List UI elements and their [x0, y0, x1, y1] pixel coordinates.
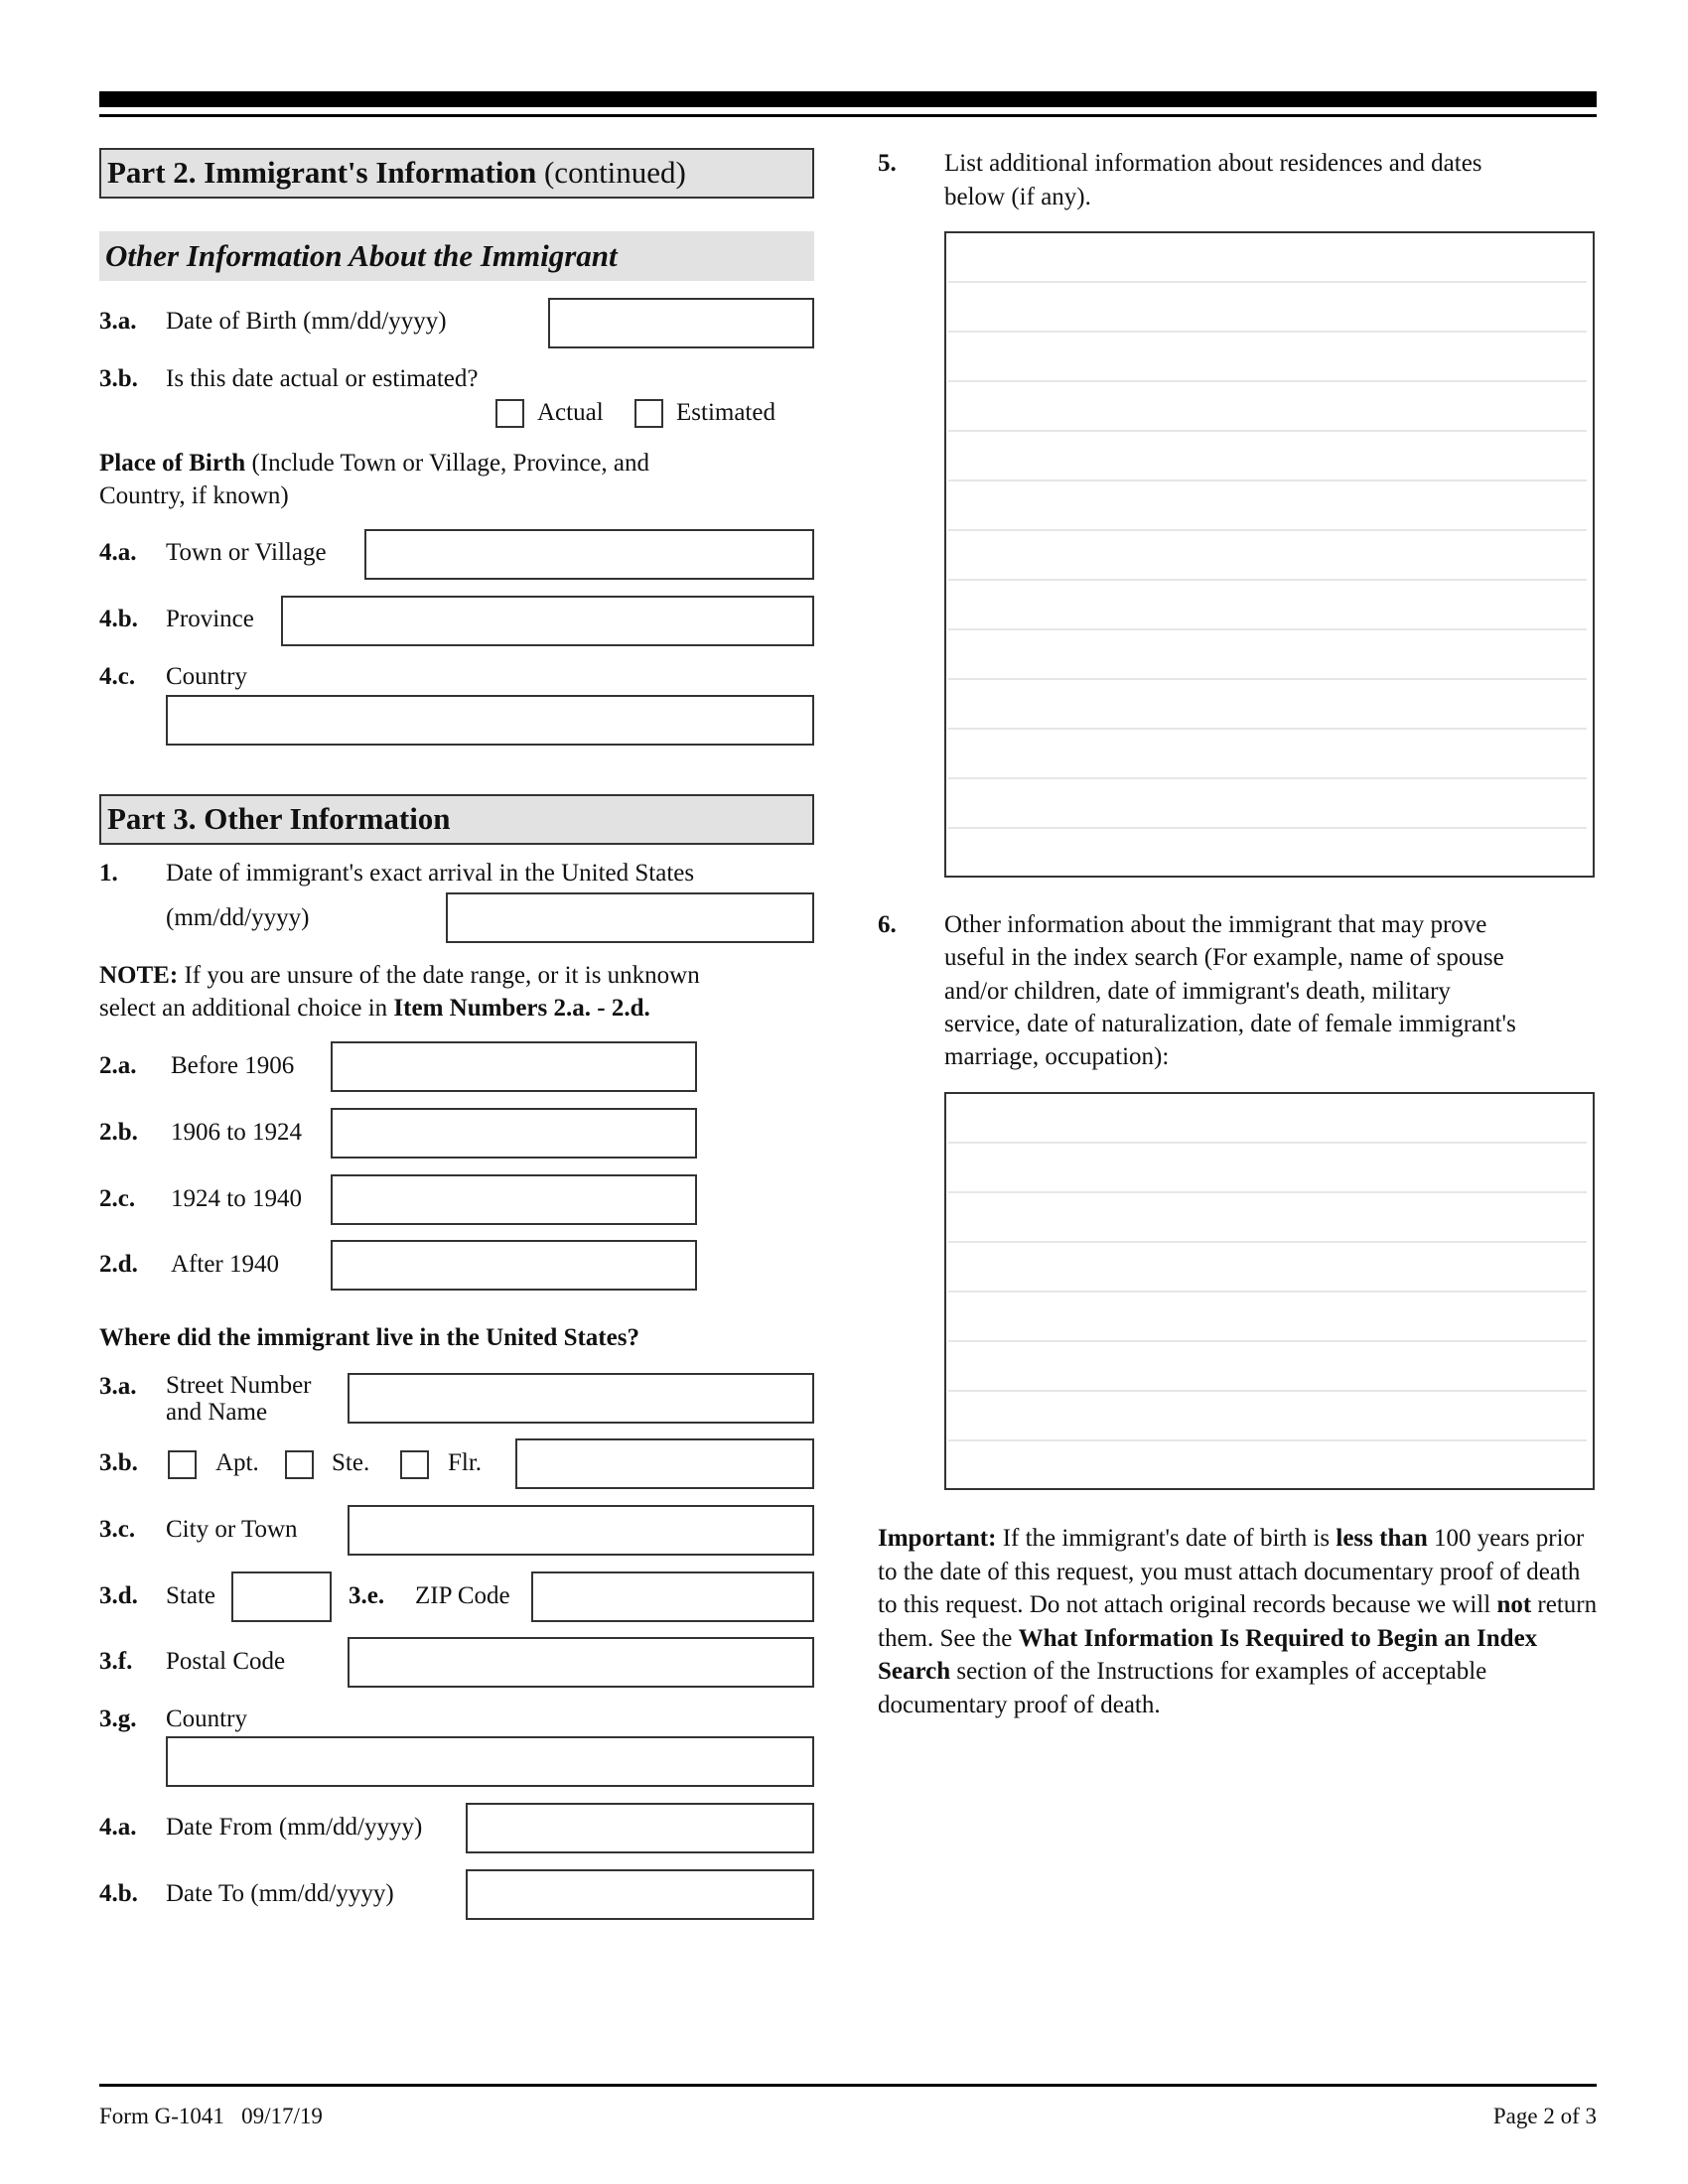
province-label: Province — [166, 606, 254, 632]
1906-to-1924-input[interactable] — [331, 1108, 697, 1159]
state-input[interactable] — [231, 1571, 332, 1622]
range-label: After 1940 — [171, 1251, 279, 1278]
item-number: 5. — [878, 150, 897, 177]
street-input[interactable] — [348, 1373, 814, 1424]
item-number: 4.b. — [99, 606, 138, 632]
rule-line — [948, 728, 1587, 730]
postal-code-input[interactable] — [348, 1637, 814, 1688]
important-notice — [878, 1522, 1599, 1721]
rule-line — [948, 479, 1587, 481]
note-label: NOTE: — [99, 962, 179, 989]
before-1906-input[interactable] — [331, 1041, 697, 1092]
zip-label: ZIP Code — [415, 1582, 510, 1609]
ste-checkbox[interactable] — [285, 1450, 314, 1479]
important-emphasis: not — [1496, 1591, 1532, 1618]
rule-line — [948, 1291, 1587, 1293]
date-type-question: Is this date actual or estimated? — [166, 365, 479, 392]
rule-line — [948, 529, 1587, 531]
province-input[interactable] — [281, 596, 814, 646]
item-number: 2.a. — [99, 1052, 137, 1079]
note-line2 — [99, 994, 650, 1024]
rule-line — [948, 579, 1587, 581]
apt-checkbox[interactable] — [168, 1450, 197, 1479]
date-to-label: Date To (mm/dd/yyyy) — [166, 1880, 394, 1907]
item-number: 3.g. — [99, 1706, 137, 1732]
item-number: 1. — [99, 860, 118, 887]
rule-line — [948, 380, 1587, 382]
rule-line — [948, 1191, 1587, 1193]
rule-line — [948, 1390, 1587, 1392]
item-number: 4.a. — [99, 539, 137, 566]
range-label: 1924 to 1940 — [171, 1185, 302, 1212]
rule-line — [948, 827, 1587, 829]
rule-line — [948, 1241, 1587, 1243]
place-of-birth-note-line2: Country, if known) — [99, 482, 289, 509]
residence-country-label: Country — [166, 1706, 247, 1732]
unit-number-input[interactable] — [515, 1438, 814, 1489]
form-id: Form G-1041 09/17/19 — [99, 2104, 323, 2128]
page-number: Page 2 of 3 — [1492, 2104, 1597, 2128]
dob-input[interactable] — [548, 298, 814, 348]
item-number: 4.a. — [99, 1814, 137, 1841]
residences-label: List additional information about residences and dates — [944, 150, 1482, 177]
arrival-date-input[interactable] — [446, 892, 814, 943]
section-header-other-info: Other Information About the Immigrant — [99, 231, 814, 281]
rule-line — [948, 678, 1587, 680]
rule-line — [948, 281, 1587, 283]
item-number: 3.e. — [349, 1582, 385, 1609]
important-text: section of the Instructions for examples of acceptable documentary proof of death. — [878, 1658, 1487, 1718]
note-text: If you are unsure of the date range, or it is unknown — [178, 962, 700, 989]
town-input[interactable] — [364, 529, 814, 580]
date-to-input[interactable] — [466, 1869, 814, 1920]
item-number: 3.f. — [99, 1648, 133, 1675]
flr-label: Flr. — [448, 1449, 483, 1476]
item-number: 4.c. — [99, 663, 136, 690]
item-number: 2.c. — [99, 1185, 136, 1212]
street-label-2: and Name — [166, 1399, 268, 1426]
city-input[interactable] — [348, 1505, 814, 1556]
important-text: If the immigrant's date of birth is — [996, 1525, 1336, 1552]
birth-country-label: Country — [166, 663, 247, 690]
other-info-textarea[interactable] — [944, 1092, 1595, 1490]
estimated-label: Estimated — [676, 399, 775, 426]
note-items-ref: Item Numbers 2.a. - 2.d. — [393, 995, 650, 1022]
state-label: State — [166, 1582, 215, 1609]
note-text-2: select an additional choice in — [99, 995, 394, 1022]
after-1940-input[interactable] — [331, 1240, 697, 1291]
other-info-label-1: Other information about the immigrant that may prove — [944, 911, 1487, 938]
part2-title: Part 2. Immigrant's Information — [107, 155, 537, 190]
important-label: Important: — [878, 1525, 997, 1552]
other-info-label-2: useful in the index search (For example, name of spouse — [944, 944, 1504, 971]
part3-header: Part 3. Other Information — [99, 794, 814, 845]
residence-country-input[interactable] — [166, 1736, 814, 1787]
item-number: 3.b. — [99, 1449, 138, 1476]
note-line1 — [99, 961, 700, 991]
item-number: 3.d. — [99, 1582, 138, 1609]
postal-label: Postal Code — [166, 1648, 286, 1675]
item-number: 3.a. — [99, 1373, 137, 1400]
rule-line — [948, 1142, 1587, 1144]
apt-label: Apt. — [215, 1449, 259, 1476]
1924-to-1940-input[interactable] — [331, 1174, 697, 1225]
actual-checkbox[interactable] — [495, 399, 524, 428]
other-info-label-5: marriage, occupation): — [944, 1043, 1170, 1070]
date-from-input[interactable] — [466, 1803, 814, 1853]
zip-input[interactable] — [531, 1571, 814, 1622]
residences-label-2: below (if any). — [944, 184, 1091, 210]
actual-label: Actual — [537, 399, 604, 426]
estimated-checkbox[interactable] — [634, 399, 663, 428]
rule-line — [948, 1439, 1587, 1441]
other-info-label-3: and/or children, date of immigrant's death, military — [944, 978, 1451, 1005]
city-label: City or Town — [166, 1516, 298, 1543]
arrival-label: Date of immigrant's exact arrival in the United States — [166, 860, 695, 887]
street-label: Street Number — [166, 1372, 312, 1399]
dob-label: Date of Birth (mm/dd/yyyy) — [166, 308, 447, 335]
place-of-birth-note: (Include Town or Village, Province, and — [245, 450, 650, 477]
rule-line — [948, 777, 1587, 779]
flr-checkbox[interactable] — [400, 1450, 429, 1479]
important-emphasis: less than — [1336, 1525, 1428, 1552]
instructions-section-ref: What Information Is Required to Begin an Index Search — [878, 1624, 1538, 1685]
range-label: Before 1906 — [171, 1052, 295, 1079]
item-number: 3.b. — [99, 365, 138, 392]
important-text: 100 years prior to the date of this request, you must attach documentary proof of death to this request. Do not attach original records because we will — [878, 1525, 1585, 1618]
important-text: return them. See the — [878, 1591, 1598, 1652]
date-from-label: Date From (mm/dd/yyyy) — [166, 1814, 423, 1841]
additional-residences-textarea[interactable] — [944, 231, 1595, 878]
other-info-label-4: service, date of naturalization, date of female immigrant's — [944, 1011, 1516, 1037]
rule-line — [948, 1340, 1587, 1342]
part2-header — [99, 148, 814, 199]
range-label: 1906 to 1924 — [171, 1119, 302, 1146]
item-number: 4.b. — [99, 1880, 138, 1907]
place-of-birth-bold: Place of Birth — [99, 450, 246, 477]
rule-line — [948, 430, 1587, 432]
rule-line — [948, 628, 1587, 630]
header-thin-rule — [99, 114, 1597, 117]
item-number: 6. — [878, 911, 897, 938]
residence-heading: Where did the immigrant live in the United States? — [99, 1324, 639, 1351]
item-number: 2.d. — [99, 1251, 138, 1278]
footer-rule — [99, 2084, 1597, 2087]
place-of-birth-heading — [99, 449, 649, 478]
item-number: 3.a. — [99, 308, 137, 335]
item-number: 3.c. — [99, 1516, 136, 1543]
part2-title-suffix: (continued) — [536, 155, 686, 190]
rule-line — [948, 331, 1587, 333]
ste-label: Ste. — [332, 1449, 370, 1476]
birth-country-input[interactable] — [166, 695, 814, 746]
header-thick-rule — [99, 91, 1597, 107]
item-number: 2.b. — [99, 1119, 138, 1146]
town-label: Town or Village — [166, 539, 327, 566]
arrival-format: (mm/dd/yyyy) — [166, 904, 310, 931]
